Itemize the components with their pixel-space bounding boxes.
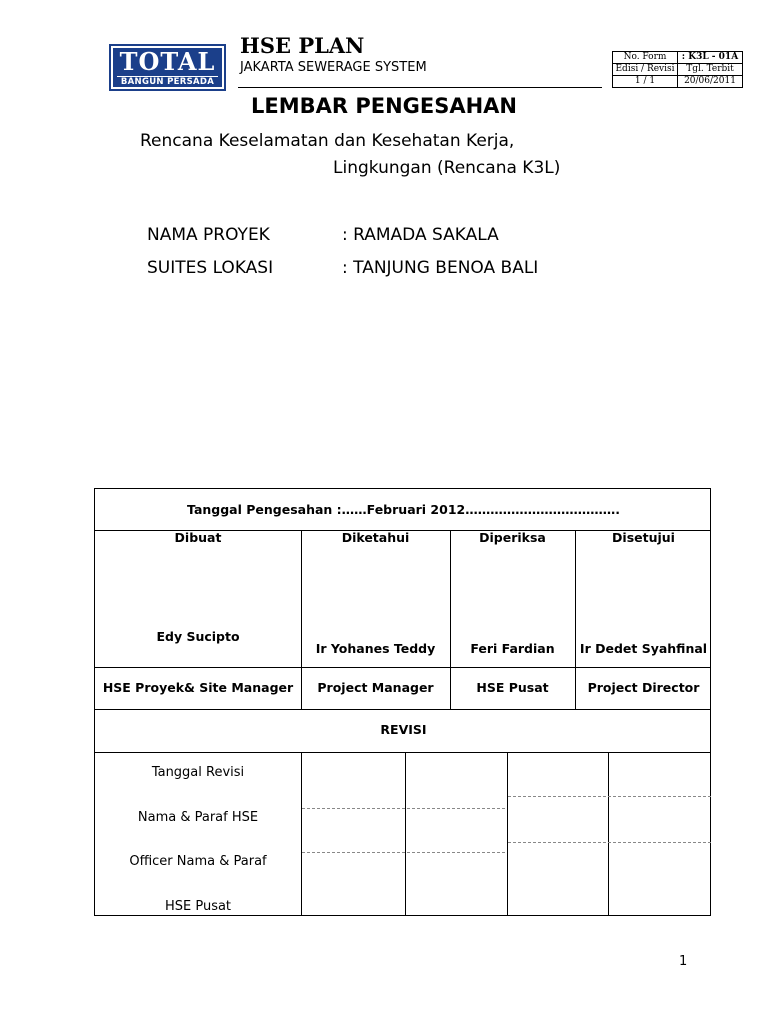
position-diketahui: Project Manager	[317, 680, 434, 695]
signatory-name-diperiksa: Feri Fardian	[470, 641, 555, 656]
signatory-name-diketahui: Ir Yohanes Teddy	[315, 641, 436, 656]
revisi-column-rule	[301, 752, 302, 916]
project-name-value: : RAMADA SAKALA	[342, 225, 499, 245]
edition-value: 1 / 1	[613, 76, 678, 88]
logo-subtitle: BANGUN PERSADA	[120, 77, 215, 87]
revisi-column-rule	[405, 752, 406, 916]
role-dibuat: Dibuat	[174, 530, 222, 545]
edition-label: Edisi / Revisi	[613, 64, 678, 76]
revisi-dashed-rule	[508, 842, 711, 843]
document-subtitle-line1: Rencana Keselamatan dan Kesehatan Kerja,	[140, 131, 515, 151]
revisi-dashed-rule	[302, 808, 505, 809]
revisi-label: Officer Nama & Paraf	[129, 854, 267, 869]
form-number-value: : K3L - 01A	[678, 52, 743, 64]
form-number-label: No. Form	[613, 52, 678, 64]
revisi-title: REVISI	[380, 722, 427, 737]
revisi-label: Tanggal Revisi	[151, 765, 245, 780]
location-label: SUITES LOKASI	[147, 258, 274, 278]
table-rule	[95, 752, 710, 753]
document-subtitle-line2: Lingkungan (Rencana K3L)	[333, 158, 561, 178]
approval-date: Tanggal Pengesahan :……Februari 2012……………………………….	[187, 502, 620, 517]
signatory-name-disetujui: Ir Dedet Syahfinal	[579, 641, 708, 656]
form-info-box	[612, 51, 743, 88]
signatory-name-dibuat: Edy Sucipto	[156, 629, 240, 644]
document-heading: LEMBAR PENGESAHAN	[250, 94, 518, 118]
revisi-dashed-rule	[508, 796, 711, 797]
issue-date-label: Tgl. Terbit	[678, 64, 743, 76]
revisi-column-rule	[608, 752, 609, 916]
approval-table	[94, 488, 711, 916]
company-logo	[109, 44, 226, 91]
revisi-label: HSE Pusat	[164, 899, 232, 914]
logo-brand: TOTAL	[119, 47, 216, 76]
position-dibuat: HSE Proyek& Site Manager	[102, 680, 294, 695]
revisi-column-rule	[507, 752, 508, 916]
position-disetujui: Project Director	[587, 680, 700, 695]
header-divider	[238, 87, 602, 88]
page-number: 1	[679, 954, 688, 969]
role-diperiksa: Diperiksa	[479, 530, 546, 545]
table-rule	[95, 667, 710, 668]
revisi-label: Nama & Paraf HSE	[137, 810, 259, 825]
location-value: : TANJUNG BENOA BALI	[342, 258, 539, 278]
role-disetujui: Disetujui	[612, 530, 675, 545]
issue-date-value: 20/06/2011	[678, 76, 743, 88]
revisi-dashed-rule	[302, 852, 505, 853]
project-name: JAKARTA SEWERAGE SYSTEM	[240, 60, 427, 75]
role-diketahui: Diketahui	[341, 530, 410, 545]
table-rule	[95, 709, 710, 710]
project-name-label: NAMA PROYEK	[147, 225, 270, 245]
position-diperiksa: HSE Pusat	[476, 680, 549, 695]
plan-title: HSE PLAN	[240, 33, 365, 58]
